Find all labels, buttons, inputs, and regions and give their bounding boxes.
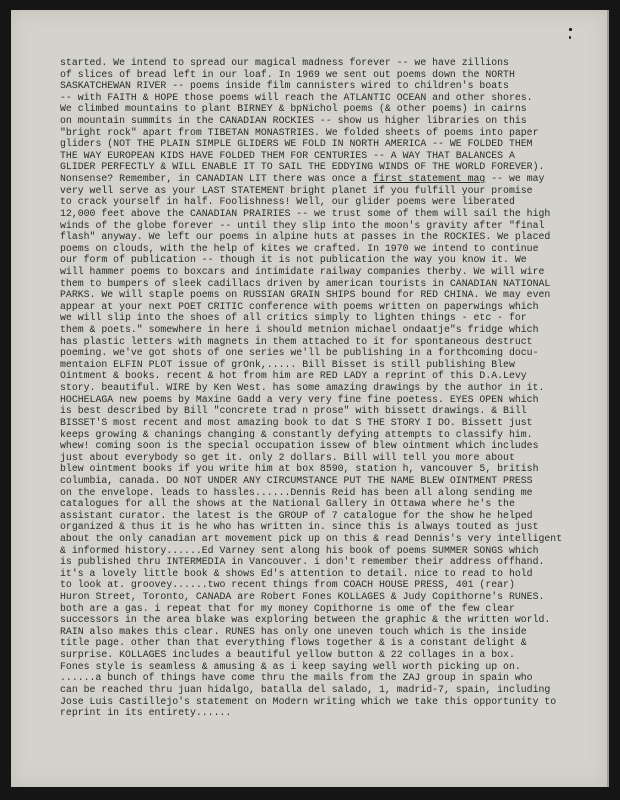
text-line: reprint in its entirety...... xyxy=(60,707,232,719)
text-line: to look at. groovey......two recent things from COACH HOUSE PRESS, 401 (rear) xyxy=(60,579,515,591)
text-segment: Nonsense? Remember, in CANADIAN LIT there was once a xyxy=(60,173,374,185)
text-line: of slices of bread left in our loaf. In 1969 we sent out poems down the NORTH xyxy=(60,68,515,80)
text-line xyxy=(60,173,600,185)
text-line: BISSET'S most recent and most amazing book to dat S THE STORY I DO. Bissett just xyxy=(60,416,533,428)
text-line: very well serve as your LAST STATEMENT bright planet if you fulfill your promise xyxy=(60,184,533,196)
ink-speck xyxy=(569,36,571,39)
text-line: to crack yourself in half. Foolishness! Well, our glider poems were liberated xyxy=(60,196,515,208)
ink-speck xyxy=(569,28,572,31)
text-line: Ointment & books. recent & hot from him are RED LADY a reprint of this D.A.Levy xyxy=(60,370,527,382)
text-line: poeming. we've got shots of one series we'll be publishing in a forthcoming docu- xyxy=(60,347,539,359)
text-line: started. We intend to spread our magical madness forever -- we have zillions xyxy=(60,57,509,68)
text-line: can be reached thru juan hidalgo, batalla del salado, 1, madrid-7, spain, including xyxy=(60,683,551,695)
text-line: -- with FAITH & HOPE those poems will reach the ATLANTIC OCEAN and other shores. xyxy=(60,91,533,103)
text-line: on mountain summits in the CANADIAN ROCKIES -- show us higher libraries on this xyxy=(60,115,527,127)
text-line: Huron Street, Toronto, CANADA are Robert Fones KOLLAGES & Judy Copithorne's RUNES. xyxy=(60,591,545,603)
text-line: both are a gas. i repeat that for my money Copithorne is ome of the few clear xyxy=(60,602,515,614)
body-text xyxy=(60,57,600,719)
text-line: columbia, canada. DO NOT UNDER ANY CIRCUMSTANCE PUT THE NAME BLEW OINTMENT PRESS xyxy=(60,474,533,486)
text-line: & informed history......Ed Varney sent along his book of poems SUMMER SONGS which xyxy=(60,544,539,556)
text-line: We climbed mountains to plant BIRNEY & bpNichol poems (& other poems) in cairns xyxy=(60,103,527,115)
text-line: story. beautiful. WIRE by Ken West. has some amazing drawings by the author in it. xyxy=(60,382,545,394)
text-line: blew ointment books if you write him at box 8590, station h, vancouver 5, british xyxy=(60,463,539,475)
text-line: title page. other than that everything flows together & is a constant delight & xyxy=(60,637,527,649)
text-line: keeps growing & chanings changing & constantly defying attempts to classify him. xyxy=(60,428,533,440)
text-line: GLIDER PERFECTLY & WILL ENABLE IT TO SAIL THE EDDYING WINDS OF THE WORLD FOREVER). xyxy=(60,161,545,173)
text-line: about the only canadian art movement pick up on this & read Dennis's very intelligent xyxy=(60,532,563,544)
text-line: SASKATCHEWAN RIVER -- poems inside film cannisters wired to children's boats xyxy=(60,80,509,92)
text-line: 12,000 feet above the CANADIAN PRAIRIES -- we trust some of them will sail the high xyxy=(60,207,551,219)
text-line: Jose Luis Castillejo's statement on Modern writing which we take this opportunity to xyxy=(60,695,557,707)
text-line: flash" anyway. We left our poems in alpine huts at passes in the ROCKIES. We placed xyxy=(60,231,551,243)
text-line: them & poets." somewhere in here i should metnion michael ondaatje"s fridge which xyxy=(60,324,539,336)
text-line: on the envelope. leads to hassles......Dennis Reid has been all along sending me xyxy=(60,486,533,498)
text-line: assistant curator. the latest is the GROUP of 7 catalogue for the show he helped xyxy=(60,509,533,521)
text-line: has plastic letters with magnets in them attached to it for spontaneous destruct xyxy=(60,335,533,347)
text-line: "bright rock" apart from TIBETAN MONASTRIES. We folded sheets of poems into paper xyxy=(60,126,539,138)
text-line: RAIN also makes this clear. RUNES has only one uneven touch which is the inside xyxy=(60,625,527,637)
text-line: is best described by Bill "concrete trad n prose" with bissett drawings. & Bill xyxy=(60,405,527,417)
underlined-text: first statement mag xyxy=(373,173,486,185)
text-line: is published thru INTERMEDIA in Vancouver. i don't remember their address offhand. xyxy=(60,556,545,568)
text-line: organized & thus it is he who has written in. since this is always touted as just xyxy=(60,521,539,533)
text-line: catalogues for all the shows at the National Gallery in Ottawa where he's the xyxy=(60,498,515,510)
text-line: our form of publication -- though it is not publication the way you know it. We xyxy=(60,254,527,266)
text-line: gliders (NOT THE PLAIN SIMPLE GLIDERS WE FOLD IN NORTH AMERICA -- WE FOLDED THEM xyxy=(60,138,533,150)
text-line: surprise. KOLLAGES includes a beautiful yellow button & 22 collages in a box. xyxy=(60,649,515,661)
text-line: them to bumpers of sleek cadillacs driven by american tourists in CANADIAN NATIONAL xyxy=(60,277,551,289)
text-line: we will slip into the shoes of all critics simply to lighten things - etc - for xyxy=(60,312,527,324)
text-line: mentaion ELFIN PLOT issue of grOnk,..... Bill Bisset is still publishing Blew xyxy=(60,358,515,370)
text-line: HOCHELAGA new poems by Maxine Gadd a very very fine fine poetess. EYES OPEN which xyxy=(60,393,539,405)
text-line: just about everybody so get it. only 2 dollars. Bill will tell you more about xyxy=(60,451,515,463)
text-line: successors in the area blake was exploring between the graphic & the written world. xyxy=(60,614,551,626)
text-line: it's a lovely little book & shows Ed's attention to detail. nice to read to hold xyxy=(60,567,533,579)
text-line: appear at your next POET CRITIC conference with poems written on paperwings which xyxy=(60,300,539,312)
text-line: THE WAY EUROPEAN KIDS HAVE FOLDED THEM FOR CENTURIES -- A WAY THAT BALANCES A xyxy=(60,149,515,161)
text-line: Fones style is seamless & amusing & as i keep saying well worth picking up on. xyxy=(60,660,521,672)
text-line: winds of the globe forever -- until they slip into the moon's gravity after "final xyxy=(60,219,545,231)
text-line: poems on clouds, with the help of kites we crafted. In 1970 we intend to continue xyxy=(60,242,539,254)
text-segment: -- we may xyxy=(485,173,545,185)
text-line: will hammer poems to boxcars and intimidate railway companies therby. We will wire xyxy=(60,265,545,277)
text-line: whew! coming soon is the special occupation issew of blew ointment which includes xyxy=(60,440,539,452)
text-line: ......a bunch of things have come thru the mails from the ZAJ group in spain who xyxy=(60,672,533,684)
text-line: PARKS. We will staple poems on RUSSIAN GRAIN SHIPS bound for RED CHINA. We may even xyxy=(60,289,551,301)
